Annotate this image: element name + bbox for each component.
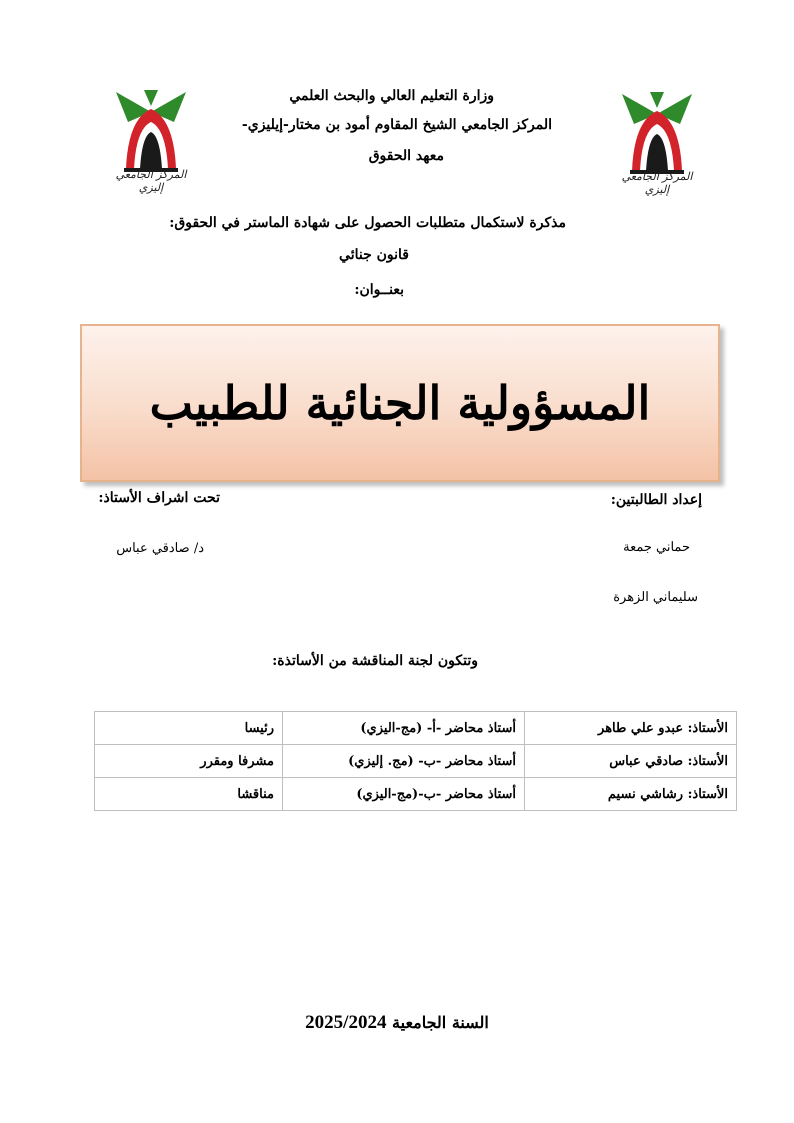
academic-year-label: السنة الجامعية [392,1013,489,1032]
academic-year [0,1012,794,1034]
table-row [95,712,737,745]
center-name: المركز الجامعي الشيخ المقاوم أمود بن مختار-إيليزي- [241,117,552,133]
title-label: بعنــوان: [354,282,404,298]
member-rank: أستاذ محاضر -ب- (مج. إليزي) [283,745,525,778]
logo-caption: المركز الجامعي إليزي [621,170,693,196]
university-emblem-icon [612,86,702,178]
thesis-title-box [80,324,720,482]
member-role: رئيسا [95,712,283,745]
thesis-purpose: مذكرة لاستكمال متطلبات الحصول على شهادة الماستر في الحقوق: [169,215,566,231]
member-rank: أستاذ محاضر -ب-(مج-اليزي) [283,778,525,811]
member-name: الأستاذ: عبدو علي طاهر [525,712,737,745]
student-name: حماني جمعة [623,540,690,555]
member-name: الأستاذ: رشاشي نسيم [525,778,737,811]
supervisor-name: د/ صادقي عباس [116,541,204,556]
committee-table [94,711,737,811]
table-row [95,745,737,778]
supervisor-label: تحت اشراف الأستاذ: [98,490,220,506]
students-label: إعداد الطالبتين: [610,492,702,508]
thesis-specialty: قانون جنائي [339,247,409,263]
table-row [95,778,737,811]
student-name: سليماني الزهرة [613,590,698,605]
member-name: الأستاذ: صادقي عباس [525,745,737,778]
university-logo-left [106,84,196,194]
member-role: مناقشا [95,778,283,811]
university-emblem-icon [106,84,196,176]
committee-intro: وتتكون لجنة المناقشة من الأساتذة: [272,653,478,669]
member-rank: أستاذ محاضر -أ- (مج-اليزي) [283,712,525,745]
member-role: مشرفا ومقرر [95,745,283,778]
ministry-name: وزارة التعليم العالي والبحث العلمي [289,88,494,104]
academic-year-value: 2025/2024 [305,1012,387,1033]
institute-name: معهد الحقوق [368,148,444,164]
logo-caption: المركز الجامعي إليزي [115,168,187,194]
thesis-title: المسؤولية الجنائية للطبيب [149,376,651,430]
university-logo-right [612,86,702,196]
